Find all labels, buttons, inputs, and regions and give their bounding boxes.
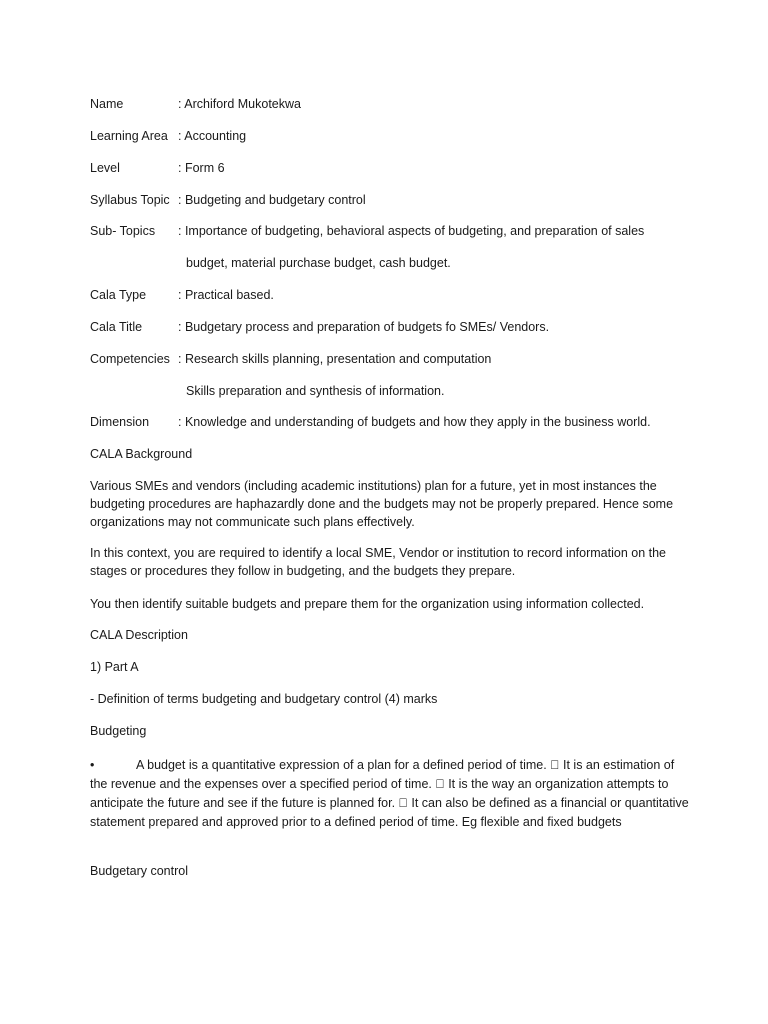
field-dimension <box>90 413 730 431</box>
part-a-heading: 1) Part A <box>90 660 139 674</box>
field-value: : Research skills planning, presentation and computation <box>178 352 492 366</box>
budgetary-control-heading: Budgetary control <box>90 864 188 878</box>
field-label: Level <box>90 161 120 175</box>
field-competencies <box>90 350 730 368</box>
field-label: Cala Title <box>90 320 143 334</box>
sub-topics-continuation: budget, material purchase budget, cash budget. <box>186 256 451 270</box>
field-label: Sub- Topics <box>90 224 156 238</box>
field-syllabus-topic <box>90 191 730 209</box>
budgeting-heading: Budgeting <box>90 724 147 738</box>
field-cala-title <box>90 318 730 336</box>
field-label: Cala Type <box>90 288 147 302</box>
field-level <box>90 159 730 177</box>
competencies-continuation: Skills preparation and synthesis of information. <box>186 384 445 398</box>
field-value: : Accounting <box>178 129 247 143</box>
field-value: : Practical based. <box>178 288 274 302</box>
background-paragraph-1: Various SMEs and vendors (including academic institutions) plan for a future, yet in most instances the budgeting procedures are haphazardly done and the budgets may not be properly prepared. Hence some organizations may not communicate such plans effectively. <box>90 479 674 529</box>
field-label: Dimension <box>90 415 150 429</box>
field-value: : Budgeting and budgetary control <box>178 193 366 207</box>
budgeting-definition <box>90 756 690 832</box>
background-paragraph-3: You then identify suitable budgets and prepare them for the organization using information collected. <box>90 597 645 611</box>
field-sub-topics <box>90 222 730 240</box>
background-heading: CALA Background <box>90 447 193 461</box>
field-label: Learning Area <box>90 129 168 143</box>
field-learning-area <box>90 127 730 145</box>
part-a-item: - Definition of terms budgeting and budgetary control (4) marks <box>90 692 438 706</box>
field-value: : Archiford Mukotekwa <box>178 97 301 111</box>
field-label: Competencies <box>90 352 170 366</box>
field-name <box>90 95 730 113</box>
field-value: : Importance of budgeting, behavioral aspects of budgeting, and preparation of sales <box>178 224 645 238</box>
description-heading: CALA Description <box>90 628 188 642</box>
field-cala-type <box>90 286 730 304</box>
field-value: : Form 6 <box>178 161 225 175</box>
field-value: : Budgetary process and preparation of budgets fo SMEs/ Vendors. <box>178 320 550 334</box>
field-label: Syllabus Topic <box>90 193 170 207</box>
budgeting-definition-text: A budget is a quantitative expression of a plan for a defined period of time. It is an estimation of the revenue and the expenses over a specified period of time. It is the way an organization attempts to anticipate the future and see if the future is planned for. It can also be defined as a financial or quantitative statement prepared and approved prior to a defined period of time. Eg flexible and fixed budgets <box>90 758 683 829</box>
field-value: : Knowledge and understanding of budgets and how they apply in the business world. <box>178 415 651 429</box>
field-label: Name <box>90 97 124 111</box>
bullet: • <box>90 758 95 772</box>
background-paragraph-2: In this context, you are required to identify a local SME, Vendor or institution to record information on the stages or procedures they follow in budgeting, and the budgets they prepare. <box>90 546 667 578</box>
